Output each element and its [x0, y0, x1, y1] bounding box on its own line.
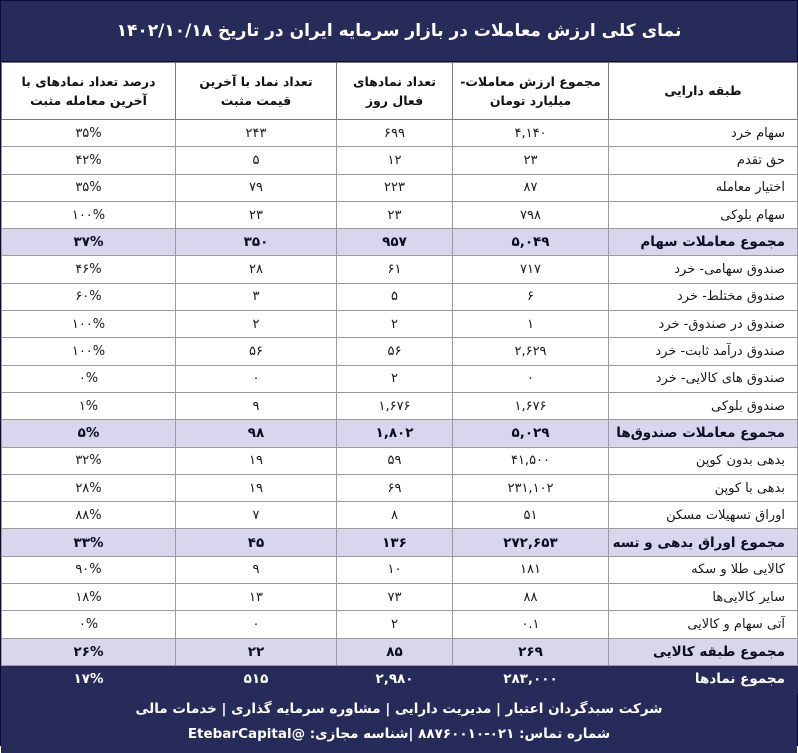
active-symbols-cell: ۲: [337, 611, 453, 638]
positive-symbols-cell: ۳۵۰: [176, 229, 337, 256]
total-value-cell: ۵,۰۴۹: [453, 229, 609, 256]
asset-class-cell: مجموع معاملات سهام: [609, 229, 798, 256]
asset-class-cell: بدهی با کوپن: [609, 474, 798, 501]
footer-services: شرکت سبدگردان اعتبار | مدیریت دارایی | مشاوره سرمایه گذاری | خدمات مالی: [135, 701, 663, 718]
header-active-symbols: تعداد نمادهای فعال روز: [337, 63, 453, 120]
positive-percent-cell: ۹۰%: [2, 556, 176, 583]
positive-percent-cell: ۱۷%: [2, 665, 176, 692]
positive-percent-cell: ۴۲%: [2, 147, 176, 174]
total-value-cell: ۵۱: [453, 502, 609, 529]
total-value-cell: ۱۸۱: [453, 556, 609, 583]
positive-symbols-cell: ۱۳: [176, 584, 337, 611]
positive-percent-cell: ۱۸%: [2, 584, 176, 611]
positive-symbols-cell: ۵: [176, 147, 337, 174]
asset-class-cell: صندوق بلوکی: [609, 392, 798, 419]
active-symbols-cell: ۸: [337, 502, 453, 529]
positive-percent-cell: ۳۵%: [2, 174, 176, 201]
active-symbols-cell: ۸۵: [337, 638, 453, 665]
table-row: [2, 120, 798, 147]
grand-total-row: [2, 665, 798, 692]
total-value-cell: ۸۷: [453, 174, 609, 201]
positive-percent-cell: ۳۲%: [2, 447, 176, 474]
positive-percent-cell: ۱۰۰%: [2, 201, 176, 228]
active-symbols-cell: ۱۲: [337, 147, 453, 174]
table-row: [2, 556, 798, 583]
positive-symbols-cell: ۹۸: [176, 420, 337, 447]
positive-symbols-cell: ۰: [176, 365, 337, 392]
footer-contact: شماره تماس: ۰۲۱-۸۸۷۶۰۰۱۰ |شناسه مجازی: @EtebarCapital: [187, 726, 611, 743]
positive-percent-cell: ۸۸%: [2, 502, 176, 529]
active-symbols-cell: ۷۳: [337, 584, 453, 611]
active-symbols-cell: ۲۳: [337, 201, 453, 228]
table-row: [2, 611, 798, 638]
positive-symbols-cell: ۳: [176, 283, 337, 310]
active-symbols-cell: ۵۶: [337, 338, 453, 365]
positive-percent-cell: ۱۰۰%: [2, 338, 176, 365]
asset-class-cell: صندوق درآمد ثابت- خرد: [609, 338, 798, 365]
asset-class-cell: آتی سهام و کالایی: [609, 611, 798, 638]
positive-symbols-cell: ۹: [176, 556, 337, 583]
subtotal-row: [2, 638, 798, 665]
total-value-cell: ۸۸: [453, 584, 609, 611]
positive-percent-cell: ۱%: [2, 392, 176, 419]
active-symbols-cell: ۱۳۶: [337, 529, 453, 556]
header-asset-class: طبقه دارایی: [609, 63, 798, 120]
total-value-cell: ۲۷۲,۶۵۳: [453, 529, 609, 556]
company-footer: [1, 693, 797, 753]
table-row: [2, 502, 798, 529]
table-row: [2, 392, 798, 419]
header-total-value: مجموع ارزش معاملات- میلیارد تومان: [453, 63, 609, 120]
positive-percent-cell: ۳۵%: [2, 120, 176, 147]
total-value-cell: ۵,۰۲۹: [453, 420, 609, 447]
positive-percent-cell: ۲۶%: [2, 638, 176, 665]
subtotal-row: [2, 529, 798, 556]
total-value-cell: ۴۱,۵۰۰: [453, 447, 609, 474]
positive-symbols-cell: ۲: [176, 311, 337, 338]
active-symbols-cell: ۲۲۳: [337, 174, 453, 201]
trading-value-table: [1, 62, 798, 693]
positive-symbols-cell: ۲۳: [176, 201, 337, 228]
table-row: [2, 201, 798, 228]
total-value-cell: ۰.۱: [453, 611, 609, 638]
positive-symbols-cell: ۰: [176, 611, 337, 638]
total-value-cell: ۷۹۸: [453, 201, 609, 228]
table-row: [2, 338, 798, 365]
positive-percent-cell: ۰%: [2, 365, 176, 392]
asset-class-cell: مجموع معاملات صندوق‌ها: [609, 420, 798, 447]
positive-percent-cell: ۲۸%: [2, 474, 176, 501]
positive-symbols-cell: ۱۹: [176, 474, 337, 501]
asset-class-cell: مجموع اوراق بدهی و تسه: [609, 529, 798, 556]
positive-symbols-cell: ۵۱۵: [176, 665, 337, 692]
header-positive-symbols: تعداد نماد با آخرین قیمت مثبت: [176, 63, 337, 120]
active-symbols-cell: ۱,۶۷۶: [337, 392, 453, 419]
positive-symbols-cell: ۵۶: [176, 338, 337, 365]
total-value-cell: ۶: [453, 283, 609, 310]
positive-symbols-cell: ۲۸: [176, 256, 337, 283]
asset-class-cell: کالایی طلا و سکه: [609, 556, 798, 583]
asset-class-cell: بدهی بدون کوپن: [609, 447, 798, 474]
positive-percent-cell: ۳۳%: [2, 529, 176, 556]
active-symbols-cell: ۶۱: [337, 256, 453, 283]
asset-class-cell: مجموع نمادها: [609, 665, 798, 692]
table-row: [2, 311, 798, 338]
positive-percent-cell: ۴۶%: [2, 256, 176, 283]
asset-class-cell: سایر کالایی‌ها: [609, 584, 798, 611]
asset-class-cell: سهام خرد: [609, 120, 798, 147]
active-symbols-cell: ۲: [337, 311, 453, 338]
total-value-cell: ۲۳: [453, 147, 609, 174]
asset-class-cell: صندوق های کالایی- خرد: [609, 365, 798, 392]
active-symbols-cell: ۹۵۷: [337, 229, 453, 256]
positive-symbols-cell: ۷: [176, 502, 337, 529]
table-row: [2, 447, 798, 474]
table-row: [2, 256, 798, 283]
positive-percent-cell: ۰%: [2, 611, 176, 638]
asset-class-cell: صندوق در صندوق- خرد: [609, 311, 798, 338]
asset-class-cell: سهام بلوکی: [609, 201, 798, 228]
total-value-cell: ۱,۶۷۶: [453, 392, 609, 419]
subtotal-row: [2, 420, 798, 447]
subtotal-row: [2, 229, 798, 256]
active-symbols-cell: ۲,۹۸۰: [337, 665, 453, 692]
table-row: [2, 147, 798, 174]
asset-class-cell: اختیار معامله: [609, 174, 798, 201]
active-symbols-cell: ۵: [337, 283, 453, 310]
positive-symbols-cell: ۹: [176, 392, 337, 419]
positive-percent-cell: ۳۷%: [2, 229, 176, 256]
header-row: [2, 63, 798, 120]
table-row: [2, 365, 798, 392]
active-symbols-cell: ۶۹: [337, 474, 453, 501]
total-value-cell: ۴,۱۴۰: [453, 120, 609, 147]
total-value-cell: ۲۸۳,۰۰۰: [453, 665, 609, 692]
header-positive-percent: درصد تعداد نمادهای با آخرین معامله مثبت: [2, 63, 176, 120]
table-row: [2, 174, 798, 201]
active-symbols-cell: ۱۰: [337, 556, 453, 583]
total-value-cell: ۲۳۱,۱۰۲: [453, 474, 609, 501]
active-symbols-cell: ۱,۸۰۲: [337, 420, 453, 447]
positive-symbols-cell: ۴۵: [176, 529, 337, 556]
total-value-cell: ۱: [453, 311, 609, 338]
active-symbols-cell: ۵۹: [337, 447, 453, 474]
active-symbols-cell: ۲: [337, 365, 453, 392]
active-symbols-cell: ۶۹۹: [337, 120, 453, 147]
positive-symbols-cell: ۲۲: [176, 638, 337, 665]
total-value-cell: ۲,۶۲۹: [453, 338, 609, 365]
asset-class-cell: مجموع طبقه کالایی: [609, 638, 798, 665]
positive-percent-cell: ۱۰۰%: [2, 311, 176, 338]
table-row: [2, 584, 798, 611]
asset-class-cell: اوراق تسهیلات مسکن: [609, 502, 798, 529]
positive-symbols-cell: ۱۹: [176, 447, 337, 474]
positive-percent-cell: ۵%: [2, 420, 176, 447]
table-row: [2, 474, 798, 501]
positive-percent-cell: ۶۰%: [2, 283, 176, 310]
asset-class-cell: صندوق مختلط- خرد: [609, 283, 798, 310]
total-value-cell: ۷۱۷: [453, 256, 609, 283]
asset-class-cell: صندوق سهامی- خرد: [609, 256, 798, 283]
asset-class-cell: حق تقدم: [609, 147, 798, 174]
table-title: نمای کلی ارزش معاملات در بازار سرمایه ایران در تاریخ ۱۴۰۲/۱۰/۱۸: [1, 1, 797, 62]
positive-symbols-cell: ۷۹: [176, 174, 337, 201]
total-value-cell: ۰: [453, 365, 609, 392]
positive-symbols-cell: ۲۴۳: [176, 120, 337, 147]
total-value-cell: ۲۶۹: [453, 638, 609, 665]
table-row: [2, 283, 798, 310]
